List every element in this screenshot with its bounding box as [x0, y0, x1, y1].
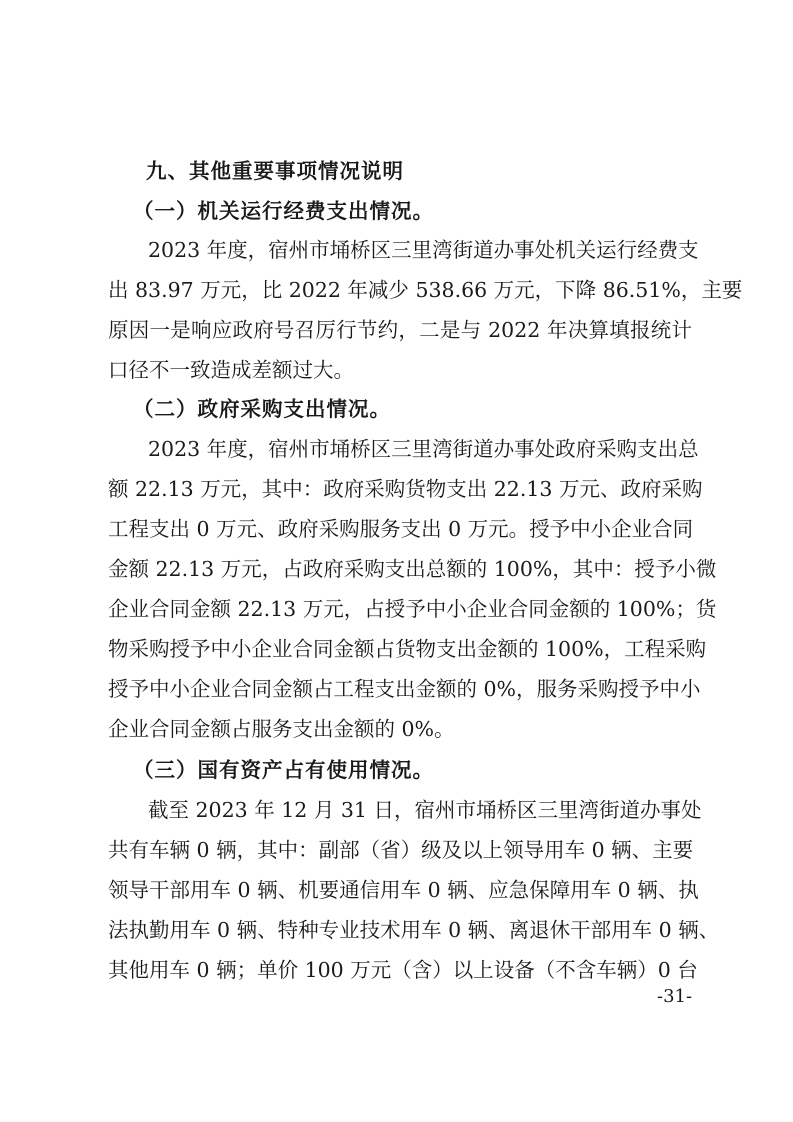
paragraph-line: 出 83.97 万元，比 2022 年减少 538.66 万元，下降 86.51%，主要: [108, 278, 743, 302]
subsection-heading-1: （一）机关运行经费支出情况。: [133, 199, 434, 223]
paragraph-line: 2023 年度，宿州市埇桥区三里湾街道办事处政府采购支出总: [148, 437, 699, 461]
paragraph-line: 截至 2023 年 12 月 31 日，宿州市埇桥区三里湾街道办事处: [148, 798, 702, 822]
paragraph-line: 企业合同金额占服务支出金额的 0%。: [108, 717, 455, 741]
paragraph-line: 企业合同金额 22.13 万元，占授予中小企业合同金额的 100%；货: [108, 597, 717, 621]
page-number: -31-: [657, 986, 693, 1007]
paragraph-line: 原因一是响应政府号召厉行节约，二是与 2022 年决算填报统计: [108, 318, 692, 342]
paragraph-line: 工程支出 0 万元、政府采购服务支出 0 万元。授予中小企业合同: [108, 517, 694, 541]
paragraph-line: 法执勤用车 0 辆、特种专业技术用车 0 辆、离退休干部用车 0 辆、: [108, 918, 720, 942]
paragraph-line: 金额 22.13 万元，占政府采购支出总额的 100%，其中：授予小微: [108, 557, 717, 581]
paragraph-line: 领导干部用车 0 辆、机要通信用车 0 辆、应急保障用车 0 辆、执: [108, 878, 699, 902]
subsection-heading-2: （二）政府采购支出情况。: [133, 397, 391, 421]
paragraph-line: 额 22.13 万元，其中：政府采购货物支出 22.13 万元、政府采购: [108, 477, 703, 501]
paragraph-line: 授予中小企业合同金额占工程支出金额的 0%，服务采购授予中小: [108, 677, 701, 701]
section-title: 九、其他重要事项情况说明: [146, 159, 404, 183]
paragraph-line: 共有车辆 0 辆，其中：副部（省）级及以上领导用车 0 辆、主要: [108, 838, 694, 862]
paragraph-line: 物采购授予中小企业合同金额占货物支出金额的 100%，工程采购: [108, 637, 707, 661]
paragraph-line: 其他用车 0 辆；单价 100 万元（含）以上设备（不含车辆）0 台: [108, 958, 698, 982]
paragraph-line: 口径不一致造成差额过大。: [108, 358, 354, 382]
subsection-heading-3: （三）国有资产占有使用情况。: [133, 758, 434, 782]
paragraph-line: 2023 年度，宿州市埇桥区三里湾街道办事处机关运行经费支: [148, 238, 699, 262]
